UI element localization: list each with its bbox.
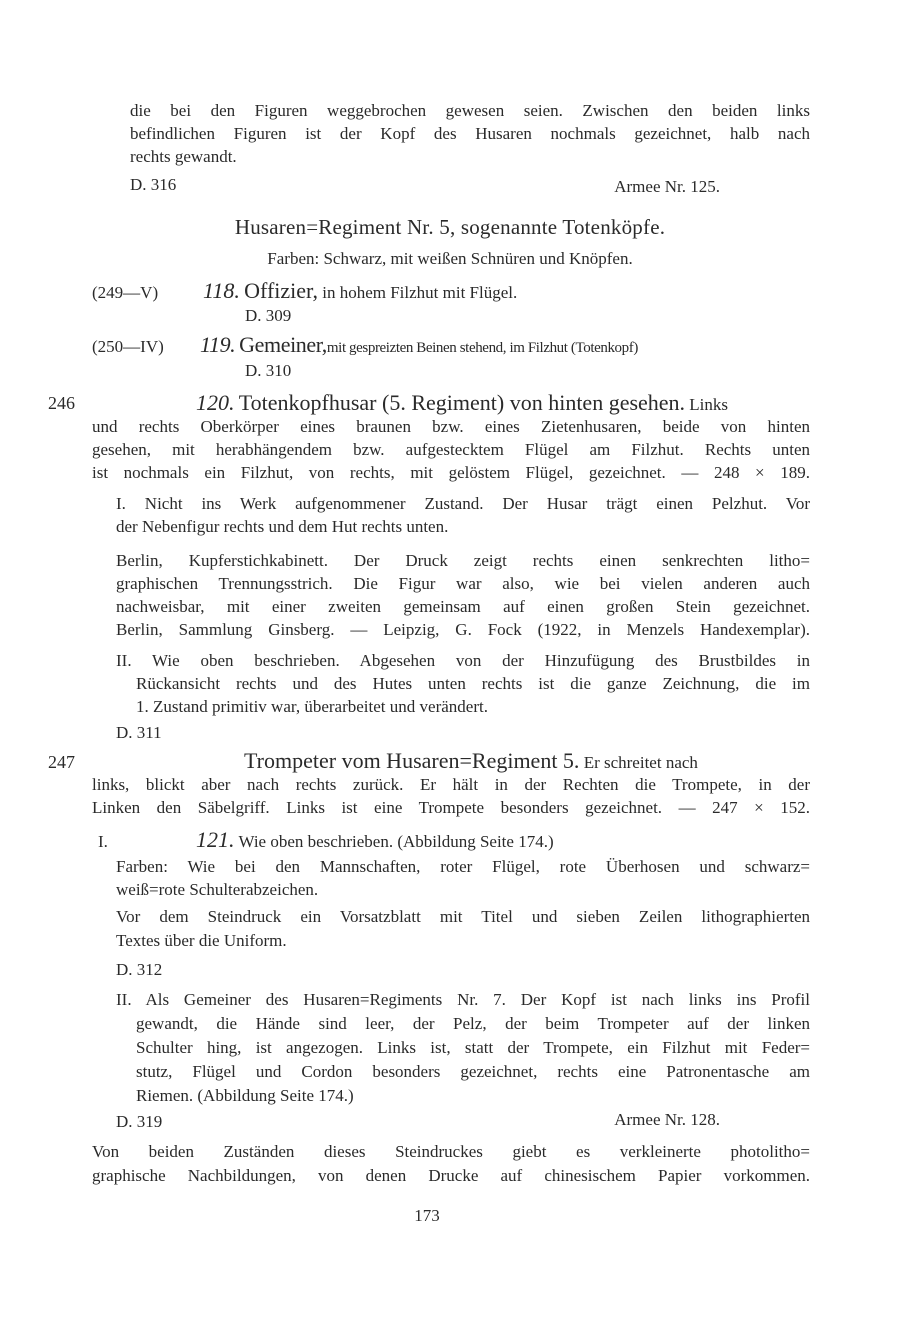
state-ii-line-3: Schulter hing, ist angezogen. Links ist, statt der Trompete, ein Filzhut mit Feder=: [136, 1038, 810, 1057]
entry-118-ref: (249—V): [92, 283, 159, 302]
state-2-line-2: Rückansicht rechts und des Hutes unten rechts ist die ganze Zeichnung, die im: [136, 674, 810, 693]
entry-119-heading: [200, 334, 638, 359]
entry-119-d-number: D. 310: [245, 361, 292, 380]
entry-119-ref: (250—IV): [92, 337, 164, 356]
margin-number-246: 246: [48, 393, 75, 413]
closing-line-2: graphische Nachbildungen, von denen Drucke auf chinesischem Papier vorkommen.: [92, 1166, 810, 1185]
section-colors: Farben: Schwarz, mit weißen Schnüren und Knöpfen.: [267, 249, 633, 268]
entry-119-title: Gemeiner,: [239, 332, 327, 357]
vorsatz-line-2: Textes über die Uniform.: [116, 931, 287, 950]
entry-121-text: Wie oben beschrieben. (Abbildung Seite 174.): [238, 832, 554, 851]
entry-121-number: 121.: [196, 827, 235, 852]
berlin-line-3: nachweisbar, mit einer zweiten gemeinsam auf einen großen Stein gezeichnet.: [116, 597, 810, 616]
entry-118-heading: [203, 280, 517, 304]
entry-247-line-3: Linken den Säbelgriff. Links ist eine Trompete besonders gezeichnet. — 247 × 152.: [92, 798, 810, 817]
entry-247-title: Trompeter vom Husaren=Regiment 5.: [244, 748, 580, 773]
entry-118-number: 118.: [203, 278, 240, 303]
entry-118-d-number: D. 309: [245, 306, 292, 325]
state-2-line-1: II. Wie oben beschrieben. Abgesehen von der Hinzufügung des Brustbildes in: [116, 651, 810, 670]
intro-armee-number: Armee Nr. 125.: [614, 177, 720, 196]
entry-246-text-start: Links: [689, 395, 729, 414]
entry-247-text-start: Er schreitet nach: [583, 753, 698, 772]
margin-number-247: 247: [48, 752, 75, 772]
entry-246-number: 120.: [196, 390, 235, 415]
entry-246-title: Totenkopfhusar (5. Regiment) von hinten gesehen.: [238, 390, 686, 415]
entry-118-text: in hohem Filzhut mit Flügel.: [322, 283, 518, 302]
intro-line-3: rechts gewandt.: [130, 147, 237, 166]
entry-121-heading: [196, 829, 554, 853]
entry-247-d-number-1: D. 312: [116, 960, 163, 979]
entry-119-number: 119.: [200, 332, 236, 357]
entry-247-line-2: links, blickt aber nach rechts zurück. Er hält in der Rechten die Trompete, in der: [92, 775, 810, 794]
state-ii-line-4: stutz, Flügel und Cordon besonders gezeichnet, rechts eine Patronentasche am: [136, 1062, 810, 1081]
entry-246-heading: [196, 392, 810, 416]
berlin-line-4: Berlin, Sammlung Ginsberg. — Leipzig, G. Fock (1922, in Menzels Handexemplar).: [116, 620, 810, 639]
entry-246-line-3: gesehen, mit herabhängendem bzw. aufgestecktem Flügel am Filzhut. Rechts unten: [92, 440, 810, 459]
vorsatz-line-1: Vor dem Steindruck ein Vorsatzblatt mit Titel und sieben Zeilen lithographierten: [116, 907, 810, 926]
state-ii-line-5: Riemen. (Abbildung Seite 174.): [136, 1086, 354, 1105]
entry-246-line-2: und rechts Oberkörper eines braunen bzw. eines Zietenhusaren, beide von hinten: [92, 417, 810, 436]
page-number: 173: [414, 1206, 440, 1225]
intro-line-1: die bei den Figuren weggebrochen gewesen seien. Zwischen den beiden links: [130, 101, 810, 120]
berlin-line-1: Berlin, Kupferstichkabinett. Der Druck zeigt rechts einen senkrechten litho=: [116, 551, 810, 570]
berlin-line-2: graphischen Trennungsstrich. Die Figur war also, wie bei vielen anderen auch: [116, 574, 810, 593]
entry-247-armee-number: Armee Nr. 128.: [614, 1110, 720, 1129]
intro-d-number: D. 316: [130, 175, 177, 194]
entry-246-line-4: ist nochmals ein Filzhut, von rechts, mit gelöstem Flügel, gezeichnet. — 248 × 189.: [92, 463, 810, 482]
closing-line-1: Von beiden Zuständen dieses Steindruckes giebt es verkleinerte photolitho=: [92, 1142, 810, 1161]
colors-line-2: weiß=rote Schulterabzeichen.: [116, 880, 319, 899]
entry-119-text: mit gespreizten Beinen stehend, im Filzhut (Totenkopf): [326, 340, 638, 356]
state-i-label: I.: [98, 832, 108, 851]
state-ii-line-1: II. Als Gemeiner des Husaren=Regiments Nr. 7. Der Kopf ist nach links ins Profil: [116, 990, 810, 1009]
intro-line-2: befindlichen Figuren ist der Kopf des Husaren nochmals gezeichnet, halb nach: [130, 124, 810, 143]
state-1-line-1: I. Nicht ins Werk aufgenommener Zustand. Der Husar trägt einen Pelzhut. Vor: [116, 494, 810, 513]
state-2-line-3: 1. Zustand primitiv war, überarbeitet und verändert.: [136, 697, 488, 716]
entry-247-d-number-2: D. 319: [116, 1112, 163, 1131]
entry-246-d-number: D. 311: [116, 723, 162, 742]
entry-247-heading: [244, 750, 810, 774]
entry-118-title: Offizier,: [244, 278, 318, 303]
state-ii-line-2: gewandt, die Hände sind leer, der Pelz, der beim Trompeter auf der linken: [136, 1014, 810, 1033]
state-1-line-2: der Nebenfigur rechts und dem Hut rechts unten.: [116, 517, 449, 536]
colors-line-1: Farben: Wie bei den Mannschaften, roter Flügel, rote Überhosen und schwarz=: [116, 857, 810, 876]
section-title: Husaren=Regiment Nr. 5, sogenannte Totenköpfe.: [234, 215, 666, 239]
